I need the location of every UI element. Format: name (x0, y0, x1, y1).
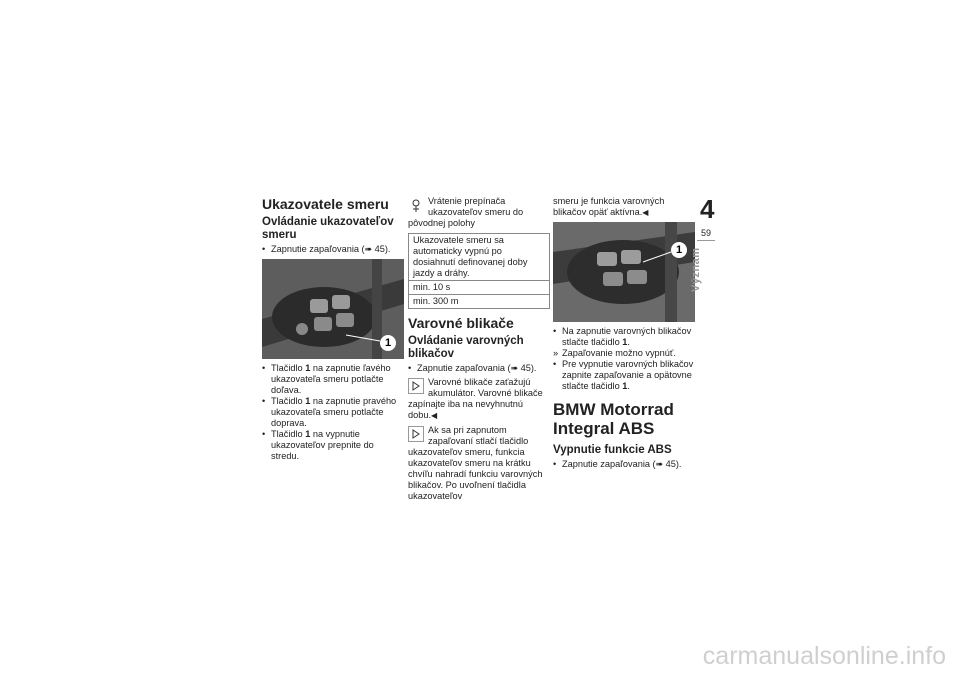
list-item: • Tlačidlo 1 na zapnutie ľavého ukazovateľa smeru potlačte doľava. (262, 363, 404, 396)
subsection-title: Vypnutie funkcie ABS (553, 444, 672, 456)
table-cell: min. 300 m (409, 295, 550, 309)
list-item: • Pre vypnutie varovných blikačov zapnite zapaľovanie a opätovne stlačte tlačidlo 1. (553, 359, 695, 392)
ignition-list (262, 244, 404, 255)
result-item: » Zapaľovanie možno vypnúť. (553, 348, 695, 359)
battery-note-text: Varovné blikače zaťažujú akumulátor. Varovné blikače zapínajte iba na nevyhnutnú dobu. (408, 377, 543, 420)
column-3 (553, 196, 695, 470)
continued-text: smeru je funkcia varovných blikačov opäť aktívna. (553, 196, 665, 217)
list-item: • Tlačidlo 1 na vypnutie ukazovateľov prepnite do stredu. (262, 429, 404, 462)
turn-signal-switch-photo (262, 259, 404, 359)
list-item: • Tlačidlo 1 na zapnutie pravého ukazovateľa smeru potlačte doprava. (262, 396, 404, 429)
section-title: BMW Motorrad Integral ABS (553, 400, 674, 438)
table-cell: min. 10 s (409, 281, 550, 295)
arrow-right-icon: ➠ (364, 244, 375, 254)
battery-note (408, 377, 550, 421)
ignition-item: • Zapnutie zapaľovania (➠ 45). (262, 244, 404, 255)
ignition-list (408, 363, 550, 374)
switch-reset-icon (408, 197, 424, 213)
instruction-list (262, 363, 404, 462)
reset-note (408, 196, 550, 229)
ignition-item: • Zapnutie zapaľovania (➠ 45). (408, 363, 550, 374)
arrow-right-icon: ➠ (655, 459, 666, 469)
hazard-instruction-list (553, 326, 695, 392)
list-item: • Na zapnutie varovných blikačov stlačte tlačidlo 1. (553, 326, 695, 348)
divider (697, 240, 715, 241)
callout-1: 1 (671, 242, 687, 258)
turn-signal-note-text: Ak sa pri zapnutom zapaľovaní stlačí tlačidlo ukazovateľov smeru, funkcia ukazovateľov smeru na krátku chvíľu nahradí funkciu varovných blikačov. Po uvoľnení tlačidla ukazovateľov (408, 425, 543, 501)
section-title: Ukazovatele smeru (262, 196, 389, 212)
section-title: Varovné blikače (408, 315, 514, 331)
arrow-right-icon: ➠ (510, 363, 521, 373)
triangle-note-icon (408, 378, 424, 394)
table-cell: Ukazovatele smeru sa automaticky vypnú po dosiahnutí definovanej doby jazdy a dráhy. (409, 234, 550, 281)
turn-signal-note (408, 425, 550, 502)
reset-table (408, 233, 550, 309)
end-marker-icon: ◀ (431, 411, 438, 420)
subsection-title: Ovládanie varovných blikačov (408, 335, 524, 360)
ignition-item: • Zapnutie zapaľovania (➠ 45). (553, 459, 695, 470)
hazard-switch-photo (553, 222, 695, 322)
column-2 (408, 196, 550, 506)
subsection-title: Ovládanie ukazovateľov smeru (262, 216, 394, 241)
reset-note-text: Vrátenie prepínača ukazovateľov smeru do pôvodnej polohy (408, 196, 524, 228)
triangle-note-icon (408, 426, 424, 442)
watermark: carmanualsonline.info (702, 642, 946, 670)
chapter-title: Význam (690, 247, 702, 292)
end-marker-icon: ◀ (642, 208, 649, 217)
chapter-number: 4 (700, 194, 715, 224)
ignition-list (553, 459, 695, 470)
column-1 (262, 196, 404, 462)
page-number: 59 (701, 228, 712, 238)
callout-1: 1 (380, 335, 396, 351)
